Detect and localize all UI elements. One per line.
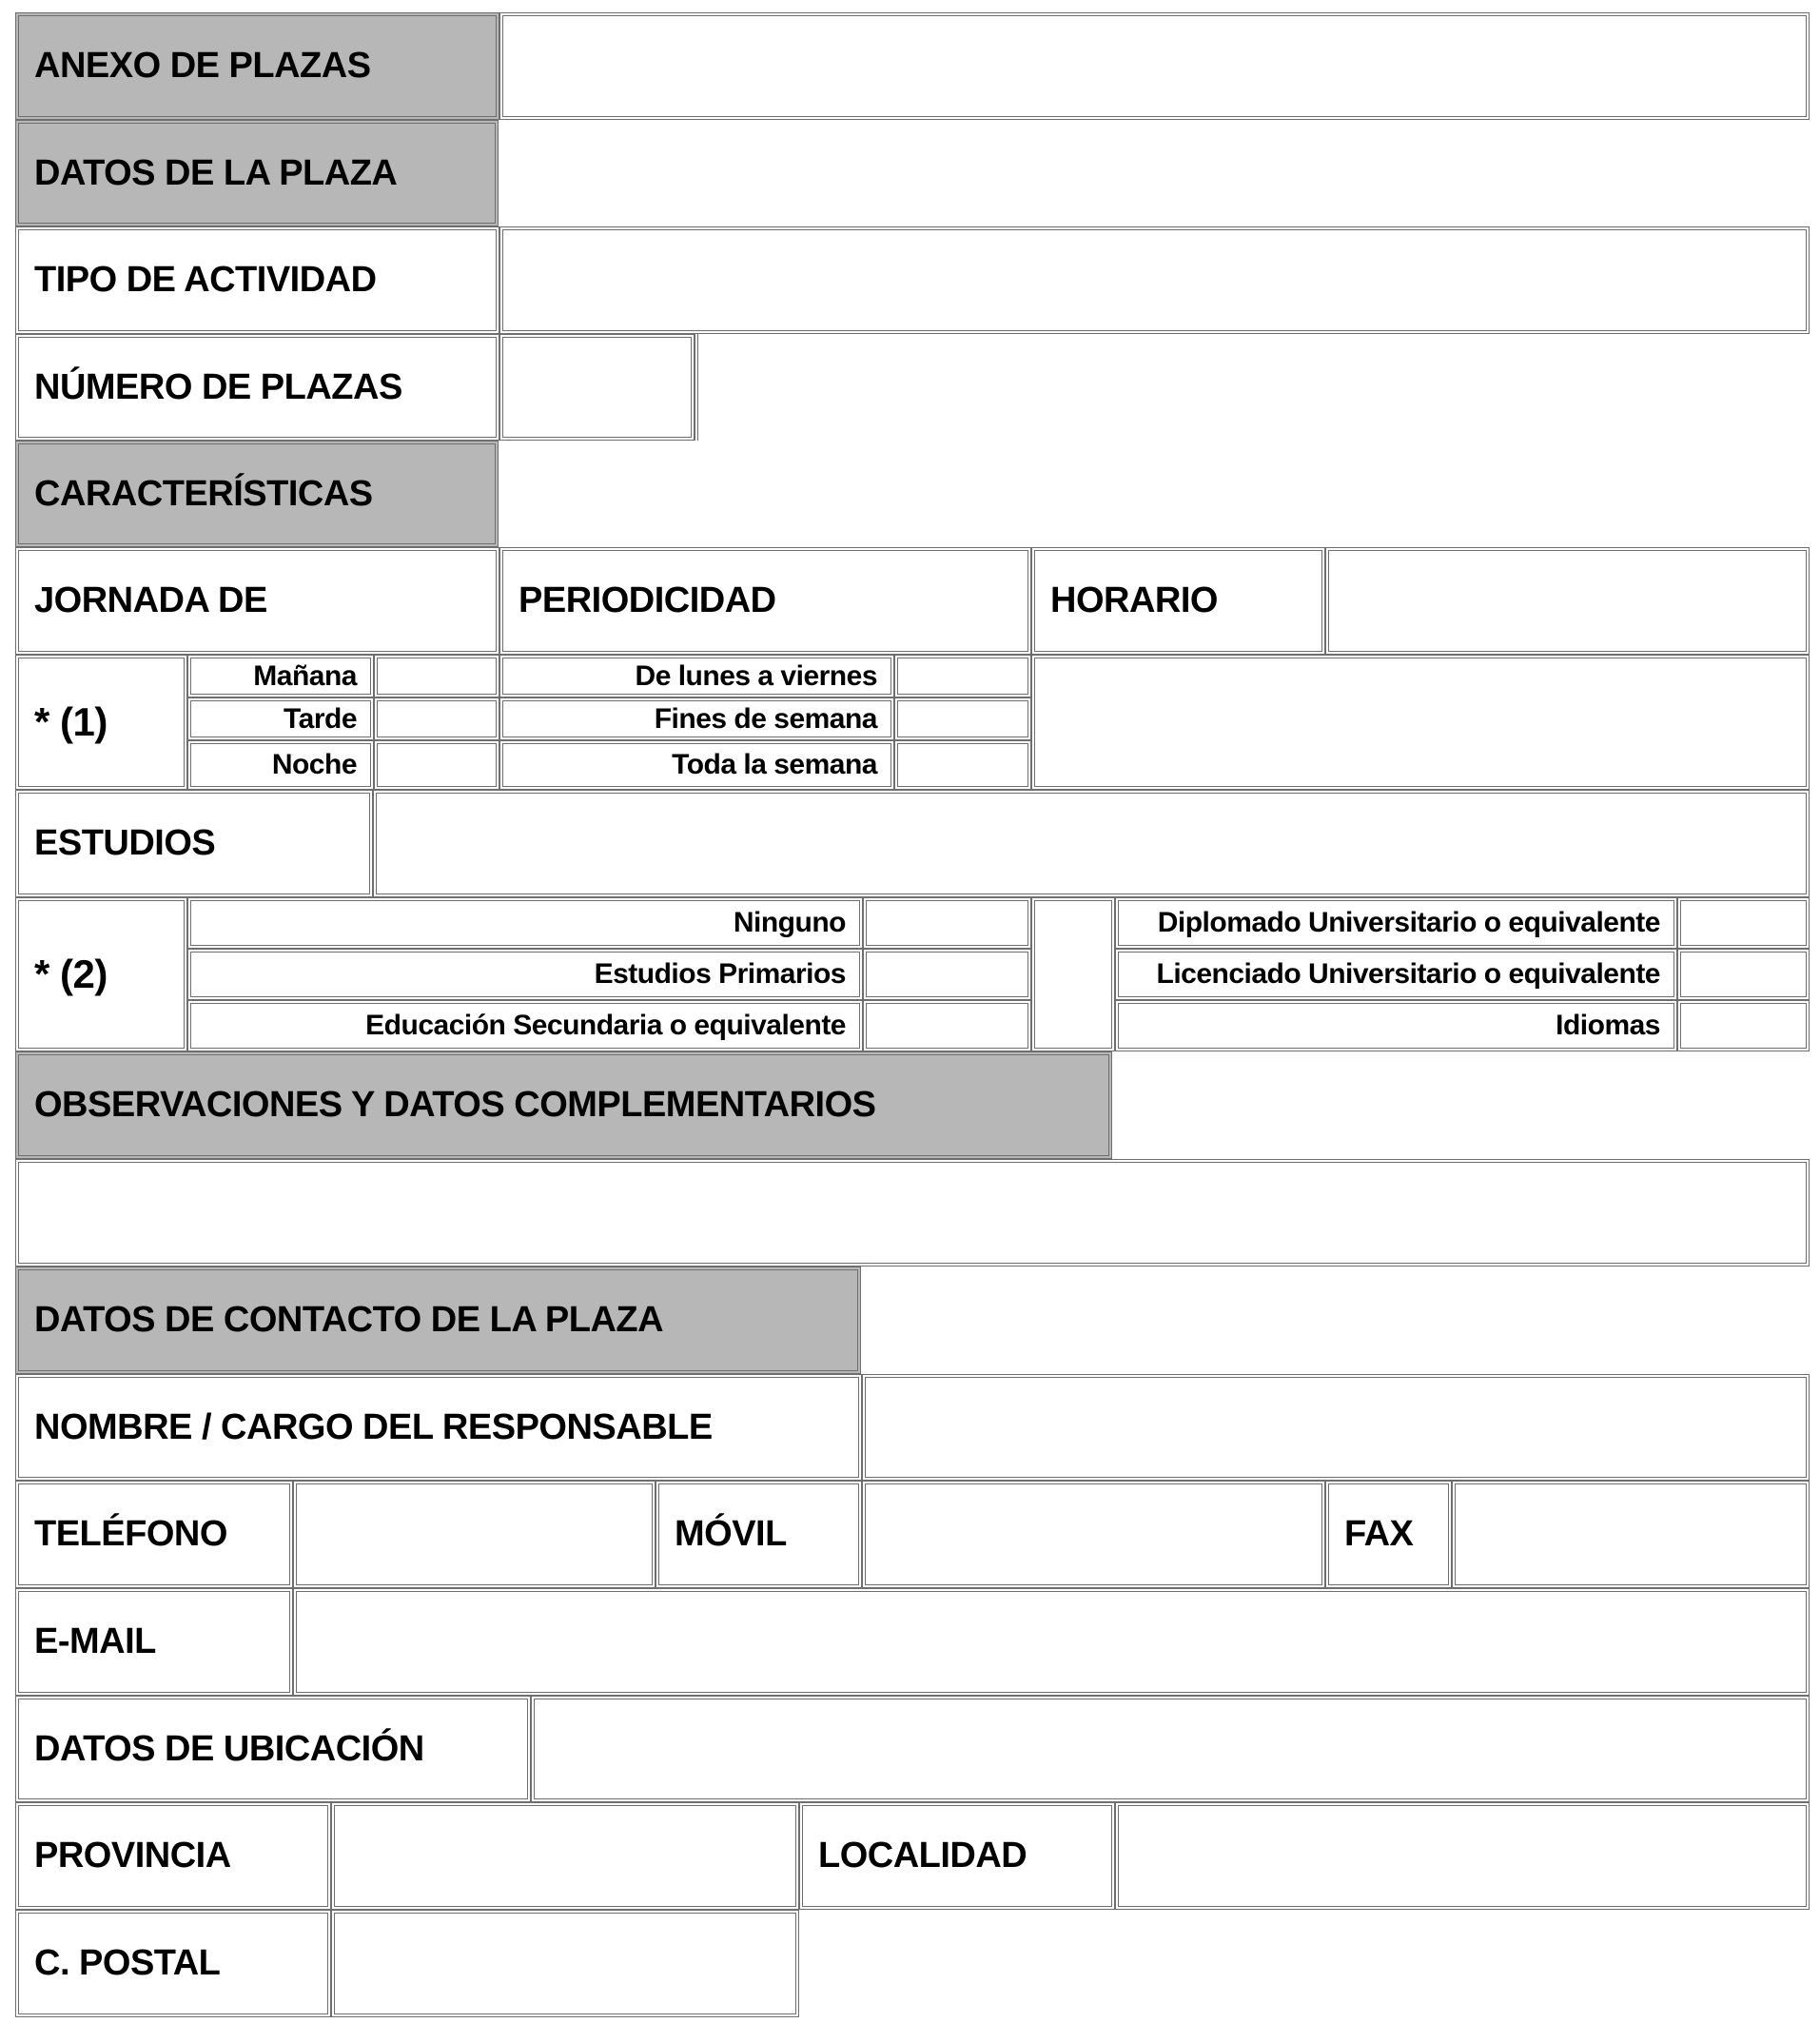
ubicacion-label: DATOS DE UBICACIÓN (34, 1728, 424, 1769)
estudios-licenciado-checkbox[interactable] (1677, 949, 1810, 1000)
localidad-label: LOCALIDAD (818, 1836, 1027, 1876)
jornada-label: JORNADA DE (34, 580, 267, 620)
estudios-ninguno-checkbox[interactable] (863, 897, 1031, 949)
jornada-manana-checkbox[interactable] (374, 655, 499, 697)
caracteristicas-label: CARACTERÍSTICAS (34, 473, 373, 514)
horario-label: HORARIO (1050, 580, 1218, 620)
estudios-primarios-checkbox[interactable] (863, 949, 1031, 1000)
jornada-tarde-checkbox[interactable] (374, 697, 499, 740)
numero-plazas-label: NÚMERO DE PLAZAS (34, 366, 402, 407)
postal-field[interactable] (331, 1910, 799, 2017)
estudios-option-label: Idiomas (1556, 1010, 1660, 1041)
estudios-option-label: Estudios Primarios (594, 958, 846, 990)
estudios-idiomas-checkbox[interactable] (1677, 1000, 1810, 1051)
email-field[interactable] (293, 1588, 1810, 1696)
provincia-field[interactable] (331, 1802, 799, 1910)
tipo-actividad-label: TIPO DE ACTIVIDAD (34, 260, 377, 300)
periodicidad-toda-semana-checkbox[interactable] (894, 740, 1031, 790)
nota-1-label: * (1) (34, 699, 108, 744)
jornada-noche-checkbox[interactable] (374, 740, 499, 790)
estudios-option-label: Educación Secundaria o equivalente (365, 1010, 846, 1041)
observaciones-field[interactable] (15, 1159, 1810, 1267)
datos-plaza-label: DATOS DE LA PLAZA (34, 152, 398, 193)
responsable-field[interactable] (862, 1374, 1810, 1481)
postal-label: C. POSTAL (34, 1943, 221, 1983)
estudios-label: ESTUDIOS (34, 823, 216, 863)
email-label: E-MAIL (34, 1621, 156, 1661)
horario-detail-field[interactable] (1031, 655, 1810, 790)
estudios-diplomado-checkbox[interactable] (1677, 897, 1810, 949)
telefono-field[interactable] (293, 1481, 656, 1588)
responsable-label: NOMBRE / CARGO DEL RESPONSABLE (34, 1406, 713, 1447)
periodicidad-fines-semana-checkbox[interactable] (894, 697, 1031, 740)
jornada-option-label: Tarde (284, 702, 357, 735)
ubicacion-field[interactable] (531, 1696, 1810, 1802)
periodicidad-option-label: De lunes a viernes (635, 659, 877, 692)
fax-field[interactable] (1452, 1481, 1810, 1588)
periodicidad-option-label: Fines de semana (654, 702, 877, 735)
estudios-spacer (1031, 897, 1115, 1051)
jornada-option-label: Mañana (253, 659, 357, 692)
estudios-secundaria-checkbox[interactable] (863, 1000, 1031, 1051)
estudios-option-label: Licenciado Universitario o equivalente (1156, 958, 1660, 990)
periodicidad-option-label: Toda la semana (672, 749, 877, 780)
nota-2-label: * (2) (34, 952, 108, 996)
contacto-label: DATOS DE CONTACTO DE LA PLAZA (34, 1300, 664, 1340)
anexo-label: ANEXO DE PLAZAS (34, 46, 371, 86)
localidad-field[interactable] (1115, 1802, 1810, 1910)
horario-field[interactable] (1325, 547, 1810, 655)
periodicidad-lunes-viernes-checkbox[interactable] (894, 655, 1031, 697)
estudios-option-label: Diplomado Universitario o equivalente (1157, 907, 1660, 938)
observaciones-label: OBSERVACIONES Y DATOS COMPLEMENTARIOS (34, 1085, 876, 1125)
jornada-option-label: Noche (271, 749, 357, 780)
fax-label: FAX (1344, 1514, 1414, 1554)
movil-label: MÓVIL (675, 1514, 787, 1554)
anexo-field[interactable] (499, 12, 1810, 120)
tipo-actividad-field[interactable] (499, 226, 1810, 334)
numero-plazas-blank (695, 334, 1810, 441)
movil-field[interactable] (862, 1481, 1325, 1588)
periodicidad-label: PERIODICIDAD (519, 580, 776, 620)
provincia-label: PROVINCIA (34, 1836, 231, 1876)
telefono-label: TELÉFONO (34, 1514, 227, 1554)
estudios-option-label: Ninguno (733, 907, 846, 938)
estudios-field[interactable] (373, 790, 1810, 897)
numero-plazas-field[interactable] (499, 334, 695, 441)
